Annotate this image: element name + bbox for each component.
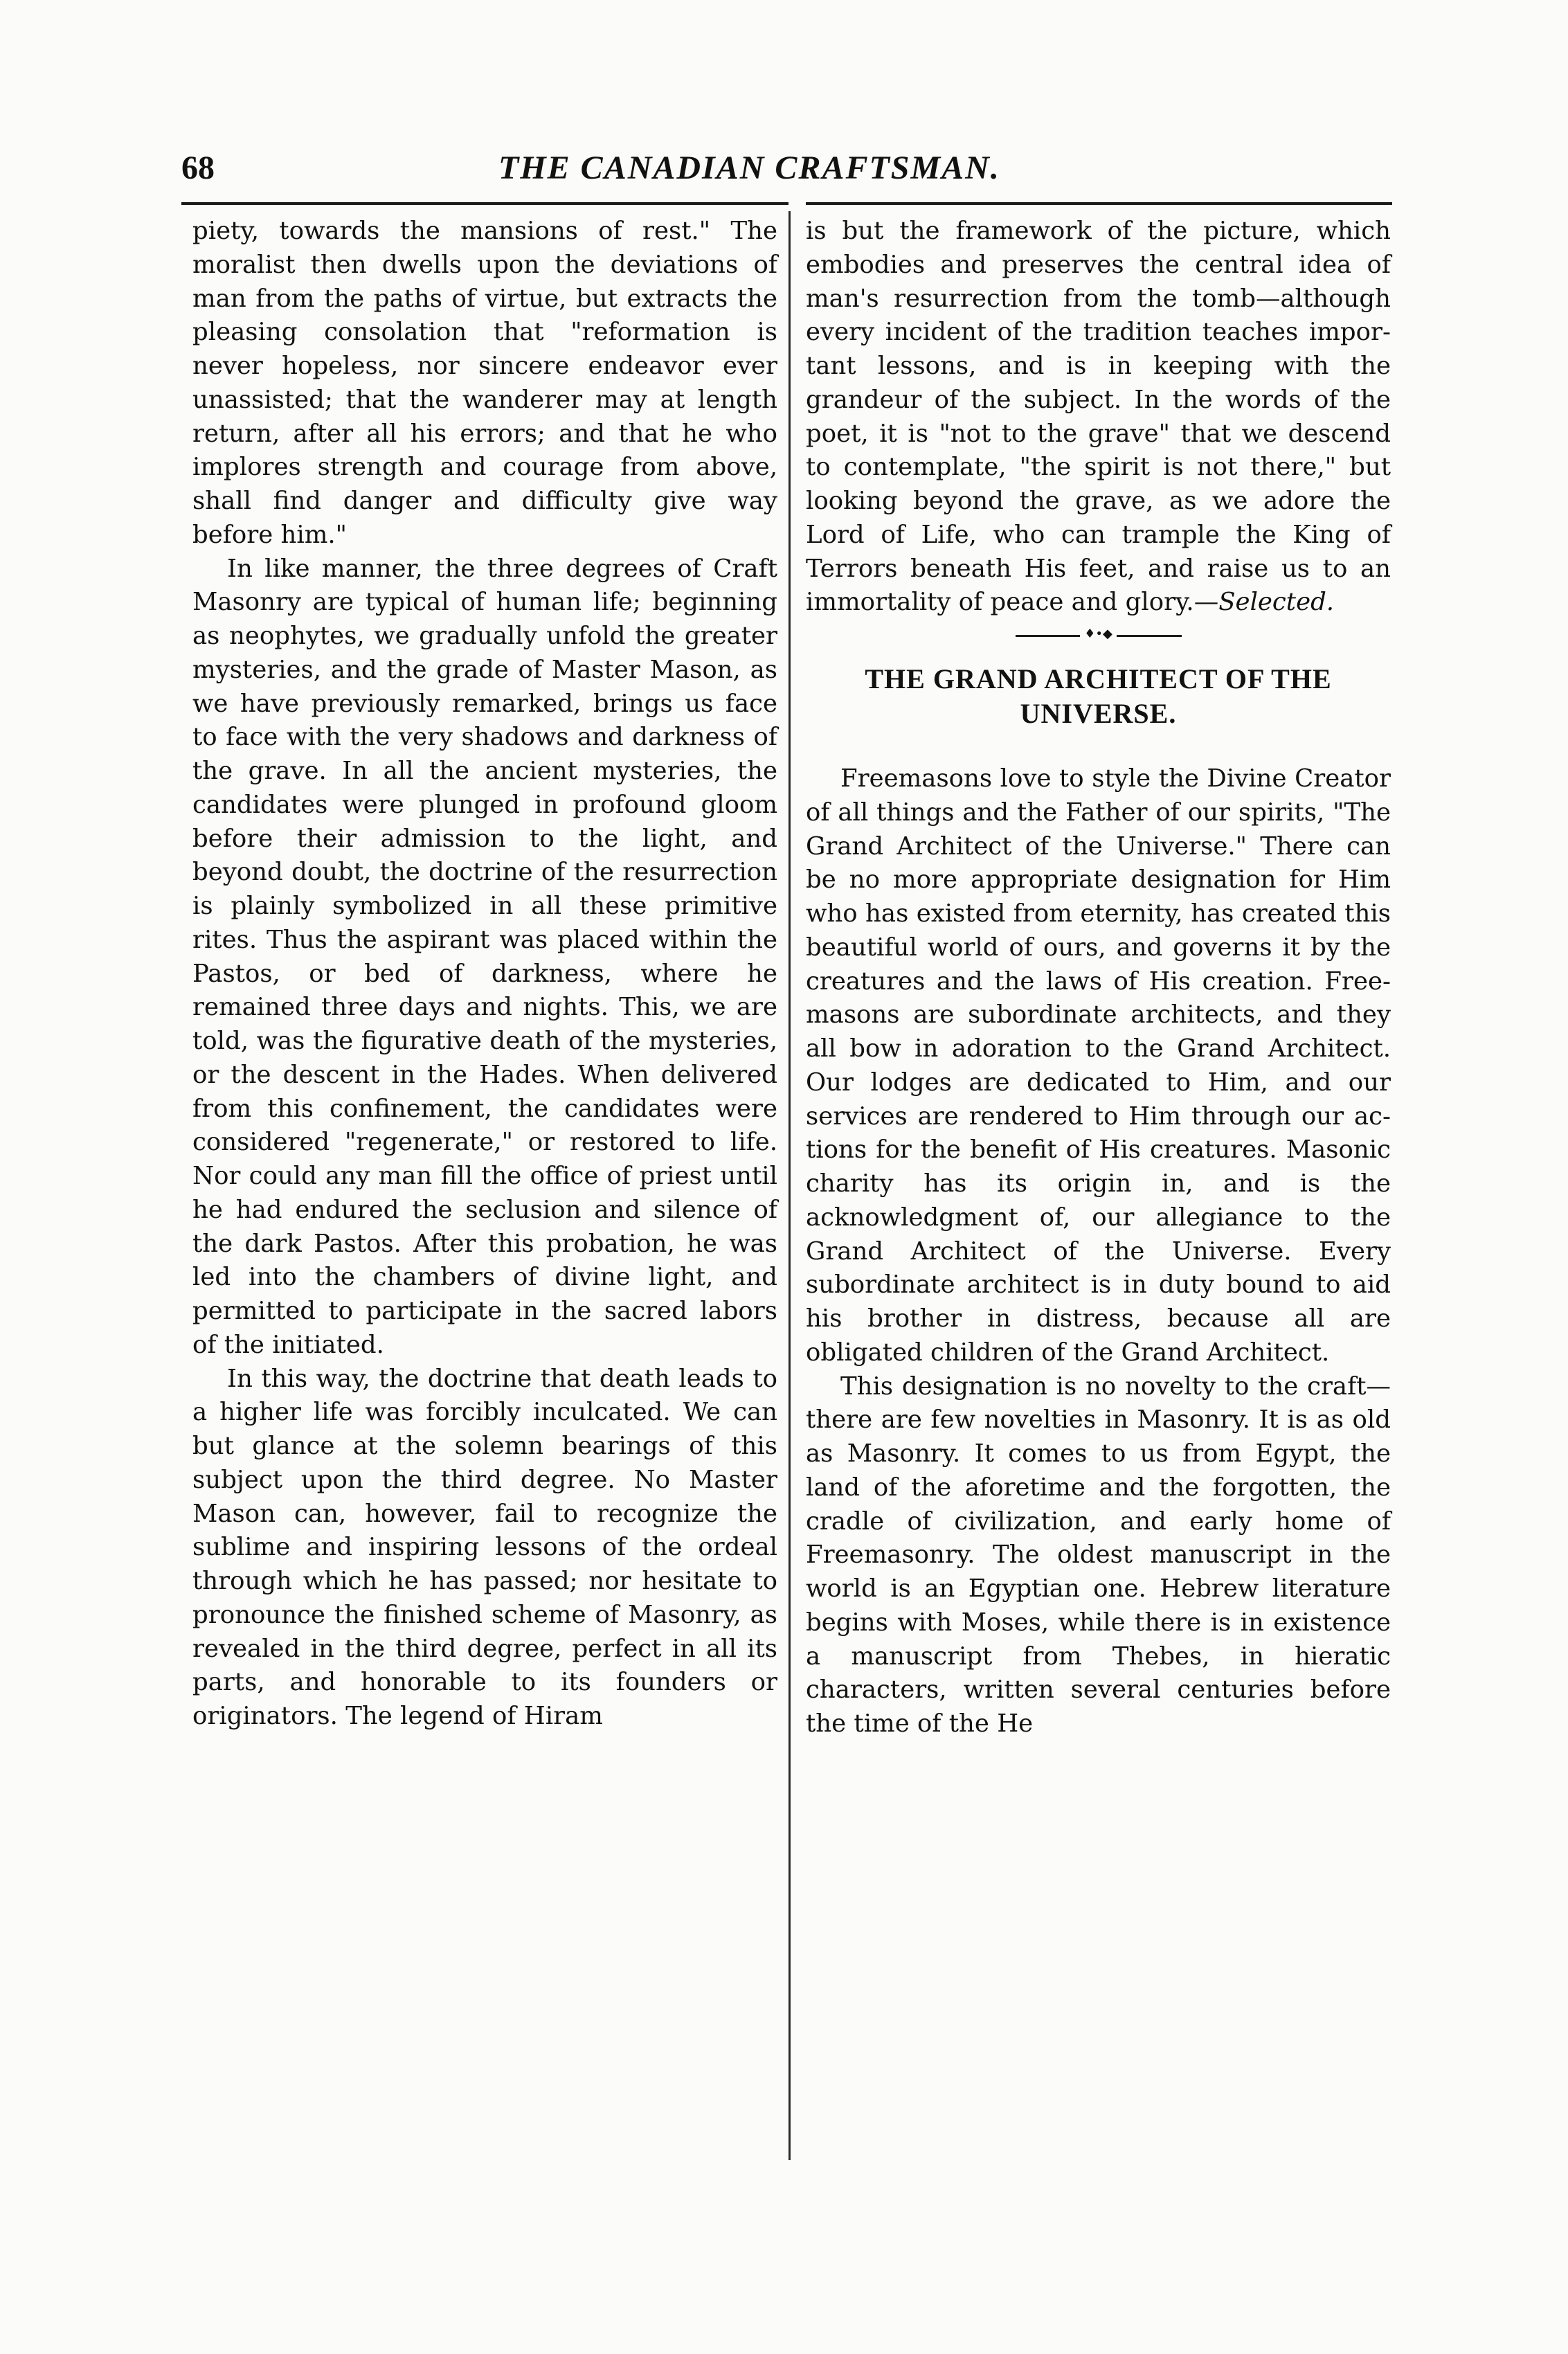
right-paragraph-3: This designation is no novelty to the craft—there are few novelties in Masonry. It is as old as Masonry. It comes to us from Egypt, the land of the aforetime and the forgotten, the cradle of civilization, and early home of Freemasonry. The oldest manuscript in the world is an Egyptian one. Hebrew literature begins with Moses, while there is in existence a manuscript from Thebes, in hieratic characters, written several centuries before the time of the He	[806, 1372, 1391, 1738]
page-number: 68	[181, 150, 215, 186]
right-paragraph-1-text: is but the framework of the picture, which embodies and preserves the central idea of man's resurrection from the tomb—although every incident of the tradition teaches important lessons, and is in keeping with the grandeur of the subject. In the words of the poet, it is "not to the grave" that we descend to contemplate, "the spirit is not there," but looking beyond the grave, as we adore the Lord of Life, who can trample the King of Terrors beneath His feet, and raise us to an immortality of peace and glory.—	[806, 217, 1391, 617]
right-paragraph-2: Freemasons love to style the Divine Creator of all things and the Father of our spirits, "The Grand Architect of the Universe." There can be no more appropriate designation for Him who has existed from eternity, has created this beautiful world of ours, and governs it by the creatures and the laws of His creation. Freemasons are subordinate architects, and they all bow in adoration to the Grand Architect. Our lodges are dedicated to Him, and our services are rendered to Him through our actions for the benefit of His creatures. Masonic charity has its origin in, and is the acknowledgment of, our allegiance to the Grand Architect of the Universe. Every subordinate architect is in duty bound to aid his brother in distress, because all are obligated children of the Grand Architect.	[806, 764, 1391, 1367]
left-column	[192, 215, 777, 1734]
left-paragraph-2: In like manner, the three degrees of Craft Masonry are typical of human life; beginning as neophytes, we gradually unfold the greater mysteries, and the grade of Master Mason, as we have previously remarked, brings us face to face with the very shadows and darkness of the grave. In all the ancient mysteries, the candidates were plunged in profound gloom before their admission to the light, and beyond doubt, the doctrine of the resurrection is plainly symbolized in all these primitive rites. Thus the aspirant was placed within the Pastos, or bed of darkness, where he remained three days and nights. This, we are told, was the figurative death of the mysteries, or the descent in the Hades. When delivered from this confinement, the candidates were considered "regenerate," or restored to life. Nor could any man fill the office of priest until he had endured the seclusion and silence of the dark Pastos. After this probation, he was led into the chambers of divine light, and permitted to participate in the sacred labors of the initiated.	[192, 554, 777, 1359]
section-heading: THE GRAND ARCHITECT OF THE UNIVERSE.	[865, 663, 1332, 729]
column-divider	[788, 211, 791, 2160]
page-header	[0, 149, 1568, 197]
right-column	[806, 215, 1391, 1741]
selected-signature: Selected.	[1218, 588, 1335, 617]
header-rule-right	[806, 202, 1392, 205]
left-paragraph-3: In this way, the doctrine that death leads to a higher life was forcibly inculcated. We can but glance at the solemn bearings of this subject upon the third degree. No Master Mason can, however, fail to recognize the sublime and inspiring lessons of the ordeal through which he has passed; nor hesitate to pronounce the finished scheme of Masonry, as revealed in the third degree, perfect in all its parts, and honorable to its founders or originators. The legend of Hiram	[192, 1364, 777, 1730]
left-paragraph-1: piety, towards the mansions of rest." The moralist then dwells upon the deviations of man from the paths of virtue, but extracts the pleasing consolation that "reformation is never hopeless, nor sincere endeavor ever unassisted; that the wanderer may at length return, after all his errors; and that he who implores strength and courage from above, shall find danger and difficulty give way before him."	[192, 217, 777, 549]
running-title: THE CANADIAN CRAFTSMAN.	[498, 150, 1000, 186]
ornament-glyph: ♦•◆	[1080, 627, 1117, 641]
right-paragraph-1	[806, 215, 1391, 620]
header-rule-left	[181, 202, 788, 205]
section-ornament-divider	[1016, 627, 1182, 647]
